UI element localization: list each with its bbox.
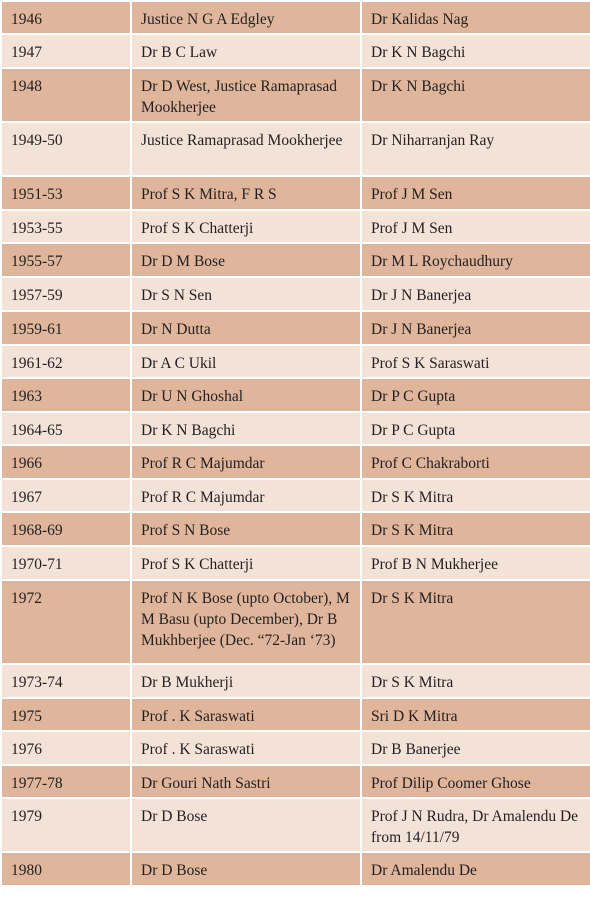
year-cell: 1959-61 (1, 311, 131, 345)
president-cell: Prof R C Majumdar (131, 479, 361, 512)
secretary-cell: Dr J N Banerjea (361, 311, 590, 345)
secretary-cell: Prof B N Mukherjee (361, 546, 590, 580)
table-row (1, 445, 590, 479)
year-cell: 1966 (1, 445, 131, 479)
table-row (1, 546, 590, 580)
president-cell: Dr D West, Justice Ramaprasad Mookherjee (131, 68, 361, 122)
president-cell: Prof . K Saraswati (131, 698, 361, 731)
president-cell: Justice Ramaprasad Mookherjee (131, 122, 361, 176)
table-row (1, 311, 590, 345)
president-cell: Prof S K Mitra, F R S (131, 176, 361, 210)
secretary-cell: Prof J M Sen (361, 176, 590, 210)
year-cell: 1948 (1, 68, 131, 122)
table-row (1, 34, 590, 68)
table-row (1, 210, 590, 243)
table-row (1, 664, 590, 698)
president-cell: Prof . K Saraswati (131, 731, 361, 765)
table-row (1, 122, 590, 176)
president-cell: Prof N K Bose (upto October), M M Basu (upto December), Dr B Mukhberjee (Dec. “72-Jan ‘73) (131, 580, 361, 664)
secretary-cell: Dr J N Banerjea (361, 277, 590, 311)
table-row (1, 580, 590, 664)
secretary-cell: Dr Amalendu De (361, 852, 590, 886)
year-cell: 1967 (1, 479, 131, 512)
secretary-cell: Dr K N Bagchi (361, 34, 590, 68)
year-cell: 1963 (1, 378, 131, 412)
table-row (1, 765, 590, 798)
table-row (1, 852, 590, 886)
table-row (1, 345, 590, 378)
president-cell: Dr D Bose (131, 798, 361, 852)
year-cell: 1977-78 (1, 765, 131, 798)
president-cell: Dr B C Law (131, 34, 361, 68)
year-cell: 1961-62 (1, 345, 131, 378)
president-cell: Dr Gouri Nath Sastri (131, 765, 361, 798)
secretary-cell: Dr S K Mitra (361, 580, 590, 664)
year-cell: 1976 (1, 731, 131, 765)
president-cell: Dr B Mukherji (131, 664, 361, 698)
secretary-cell: Dr S K Mitra (361, 479, 590, 512)
year-cell: 1979 (1, 798, 131, 852)
year-cell: 1964-65 (1, 412, 131, 445)
year-cell: 1953-55 (1, 210, 131, 243)
year-cell: 1975 (1, 698, 131, 731)
president-cell: Dr K N Bagchi (131, 412, 361, 445)
secretary-cell: Dr P C Gupta (361, 378, 590, 412)
year-cell: 1970-71 (1, 546, 131, 580)
year-cell: 1951-53 (1, 176, 131, 210)
president-cell: Dr A C Ukil (131, 345, 361, 378)
year-cell: 1980 (1, 852, 131, 886)
table-row (1, 512, 590, 546)
year-cell: 1968-69 (1, 512, 131, 546)
president-cell: Dr S N Sen (131, 277, 361, 311)
president-cell: Dr D Bose (131, 852, 361, 886)
secretary-cell: Dr Niharranjan Ray (361, 122, 590, 176)
secretary-cell: Dr P C Gupta (361, 412, 590, 445)
president-cell: Prof S K Chatterji (131, 210, 361, 243)
president-cell: Prof S N Bose (131, 512, 361, 546)
president-cell: Prof S K Chatterji (131, 546, 361, 580)
secretary-cell: Prof J N Rudra, Dr Amalendu De from 14/11/79 (361, 798, 590, 852)
table-row (1, 479, 590, 512)
secretary-cell: Sri D K Mitra (361, 698, 590, 731)
table-row (1, 68, 590, 122)
year-cell: 1946 (1, 1, 131, 34)
year-cell: 1973-74 (1, 664, 131, 698)
president-cell: Justice N G A Edgley (131, 1, 361, 34)
secretary-cell: Dr M L Roychaudhury (361, 243, 590, 277)
table-row (1, 698, 590, 731)
table-row (1, 243, 590, 277)
secretary-cell: Dr K N Bagchi (361, 68, 590, 122)
table-row (1, 277, 590, 311)
table-row (1, 731, 590, 765)
president-cell: Prof R C Majumdar (131, 445, 361, 479)
secretary-cell: Dr B Banerjee (361, 731, 590, 765)
president-cell: Dr D M Bose (131, 243, 361, 277)
secretary-cell: Prof Dilip Coomer Ghose (361, 765, 590, 798)
table-row (1, 176, 590, 210)
table-row (1, 798, 590, 852)
table-row (1, 1, 590, 34)
table-body (1, 1, 590, 886)
secretary-cell: Dr S K Mitra (361, 512, 590, 546)
year-cell: 1949-50 (1, 122, 131, 176)
year-cell: 1947 (1, 34, 131, 68)
secretary-cell: Dr Kalidas Nag (361, 1, 590, 34)
table-row (1, 412, 590, 445)
table-row (1, 378, 590, 412)
secretary-cell: Prof J M Sen (361, 210, 590, 243)
secretary-cell: Prof C Chakraborti (361, 445, 590, 479)
year-cell: 1972 (1, 580, 131, 664)
secretary-cell: Dr S K Mitra (361, 664, 590, 698)
year-cell: 1957-59 (1, 277, 131, 311)
year-cell: 1955-57 (1, 243, 131, 277)
president-cell: Dr N Dutta (131, 311, 361, 345)
president-cell: Dr U N Ghoshal (131, 378, 361, 412)
secretary-cell: Prof S K Saraswati (361, 345, 590, 378)
